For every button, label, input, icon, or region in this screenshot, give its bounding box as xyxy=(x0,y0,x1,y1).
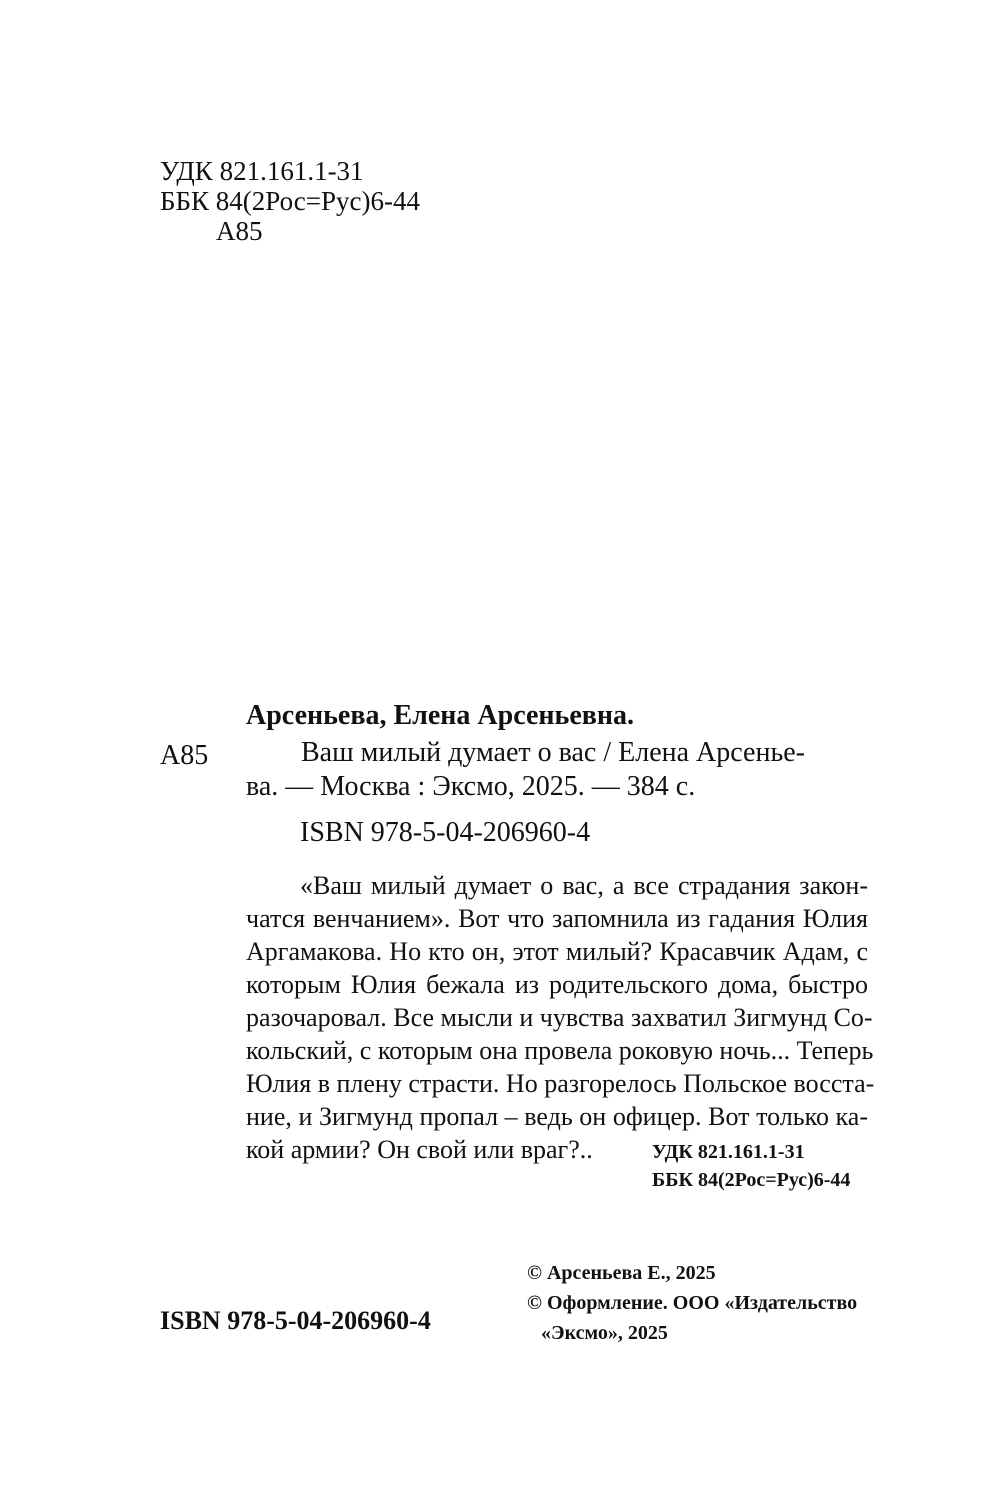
annotation xyxy=(246,869,875,1166)
copyright-design-line-2: «Эксмо», 2025 xyxy=(541,1322,668,1344)
author-mark: А85 xyxy=(216,216,263,246)
catalog-title-line-2: ва. — Москва : Эксмо, 2025. — 384 с. xyxy=(246,771,696,802)
top-classification-codes xyxy=(160,156,420,246)
catalog-description xyxy=(246,736,866,804)
bbk-code: ББК 84(2Рос=Рус)6-44 xyxy=(160,186,420,216)
copyright-author: © Арсеньева Е., 2025 xyxy=(527,1262,716,1284)
catalog-author: Арсеньева, Елена Арсеньевна. xyxy=(246,700,635,731)
annotation-line: кольский, с которым она провела роковую ночь... Теперь xyxy=(246,1036,874,1065)
catalog-author-mark: А85 xyxy=(160,740,209,771)
copyright-block xyxy=(527,1258,857,1348)
bottom-udk-code: УДК 821.161.1-31 xyxy=(652,1141,805,1163)
bottom-bbk-code: ББК 84(2Рос=Рус)6-44 xyxy=(652,1169,851,1191)
annotation-line: кой армии? Он свой или враг?.. xyxy=(246,1135,593,1164)
udk-code: УДК 821.161.1-31 xyxy=(160,156,364,186)
annotation-line: Юлия в плену страсти. Но разгорелось Польское восста- xyxy=(246,1069,875,1098)
annotation-line: ние, и Зигмунд пропал – ведь он офицер. Вот только ка- xyxy=(246,1102,868,1131)
bottom-classification-codes xyxy=(652,1138,850,1194)
annotation-line: «Ваш милый думает о вас, а все страдания закон- xyxy=(300,871,868,900)
annotation-line: разочаровал. Все мысли и чувства захватил Зигмунд Со- xyxy=(246,1003,873,1032)
copyright-design-line-1: © Оформление. ООО «Издательство xyxy=(527,1292,858,1314)
catalog-title-line-1: Ваш милый думает о вас / Елена Арсенье- xyxy=(301,737,805,768)
annotation-line: которым Юлия бежала из родительского дома, быстро xyxy=(246,970,868,999)
annotation-line: чатся венчанием». Вот что запомнила из гадания Юлия xyxy=(246,904,868,933)
catalog-isbn: ISBN 978-5-04-206960-4 xyxy=(300,817,591,848)
footer-isbn: ISBN 978-5-04-206960-4 xyxy=(160,1306,431,1335)
annotation-line: Аргамакова. Но кто он, этот милый? Красавчик Адам, с xyxy=(246,937,868,966)
